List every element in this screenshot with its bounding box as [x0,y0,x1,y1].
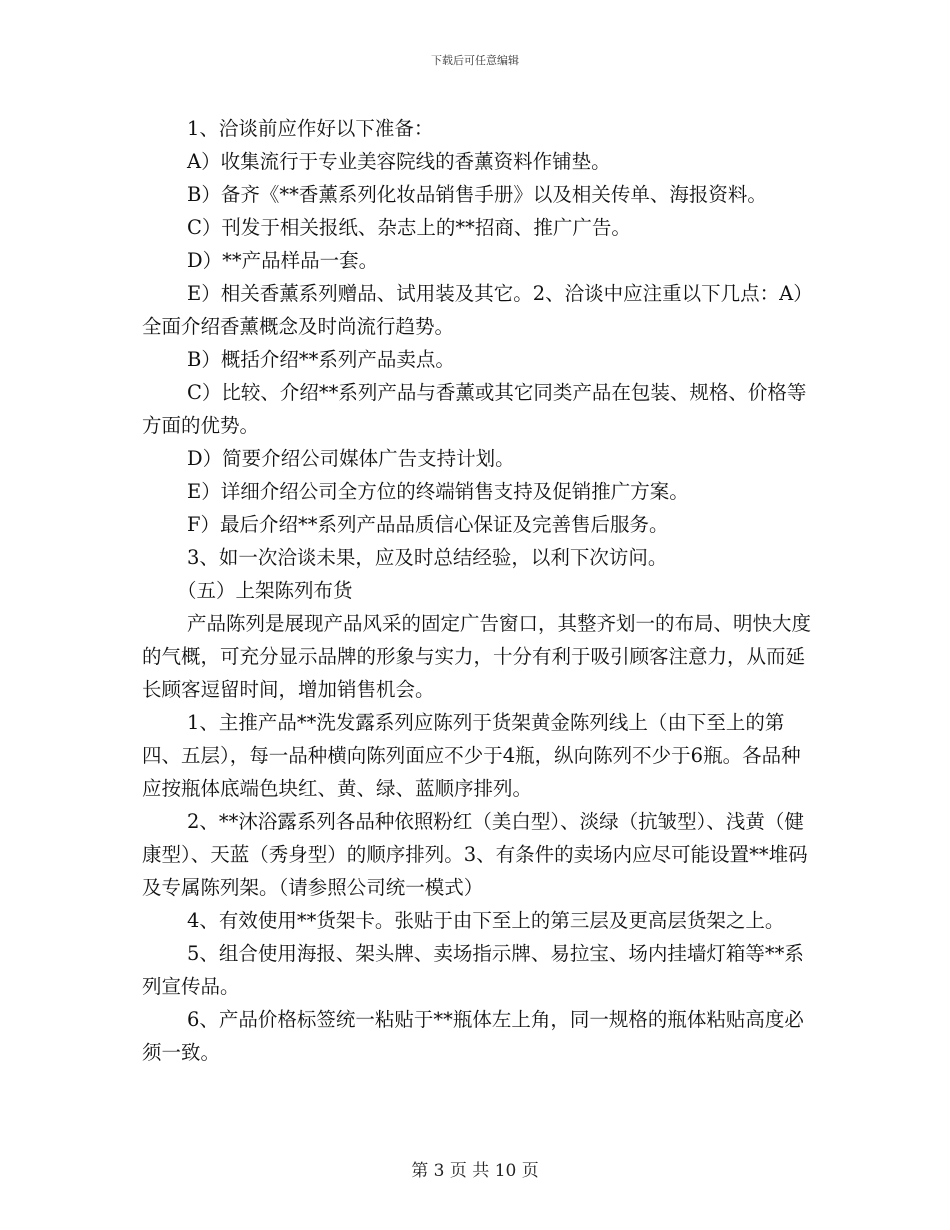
paragraph: 2、**沐浴露系列各品种依照粉红（美白型）、淡绿（抗皱型）、浅黄（健康型）、天蓝（秀身型）的顺序排列。3、有条件的卖场内应尽可能设置**堆码及专属陈列架。（请参照公司统一模式） [142,810,808,899]
paragraph: 5、组合使用海报、架头牌、卖场指示牌、易拉宝、场内挂墙灯箱等**系列宣传品。 [142,942,804,998]
paragraph: F）最后介绍**系列产品品质信心保证及完善售后服务。 [187,513,669,536]
paragraph: C）刊发于相关报纸、杂志上的**招商、推广广告。 [187,216,631,239]
paragraph: C）比较、介绍**系列产品与香薰或其它同类产品在包装、规格、价格等方面的优势。 [142,381,807,437]
paragraph: 3、如一次洽谈未果，应及时总结经验，以利下次访问。 [187,546,668,569]
paragraph: 6、产品价格标签统一粘贴于**瓶体左上角，同一规格的瓶体粘贴高度必须一致。 [142,1008,804,1064]
page-footer: 第 3 页 共 10 页 [411,1161,539,1181]
paragraph: E）相关香薰系列赠品、试用装及其它。2、洽谈中应注重以下几点：A）全面介绍香薰概念及时尚流行趋势。 [142,282,813,338]
paragraph: 1、主推产品**洗发露系列应陈列于货架黄金陈列线上（由下至上的第四、五层），每一品种横向陈列面应不少于4瓶，纵向陈列不少于6瓶。各品种应按瓶体底端色块红、黄、绿、蓝顺序排列。 [142,711,801,800]
paragraph: 4、有效使用**货架卡。张贴于由下至上的第三层及更高层货架之上。 [187,909,785,932]
document-body [142,112,814,1069]
paragraph: 产品陈列是展现产品风采的固定广告窗口，其整齐划一的布局、明快大度的气概，可充分显示品牌的形象与实力，十分有利于吸引顾客注意力，从而延长顾客逗留时间，增加销售机会。 [142,612,812,701]
page-header: 下载后可任意编辑 [431,54,519,67]
paragraph: 1、洽谈前应作好以下准备： [187,117,434,140]
paragraph: A）收集流行于专业美容院线的香薰资料作铺垫。 [187,150,611,173]
paragraph: E）详细介绍公司全方位的终端销售支持及促销推广方案。 [187,480,689,503]
paragraph: D）**产品样品一套。 [187,249,379,272]
paragraph: B）备齐《**香薰系列化妆品销售手册》以及相关传单、海报资料。 [187,183,767,206]
paragraph: D）简要介绍公司媒体广告支持计划。 [187,447,515,470]
section-heading: （五）上架陈列布货 [177,579,353,602]
paragraph: B）概括介绍**系列产品卖点。 [187,348,455,371]
